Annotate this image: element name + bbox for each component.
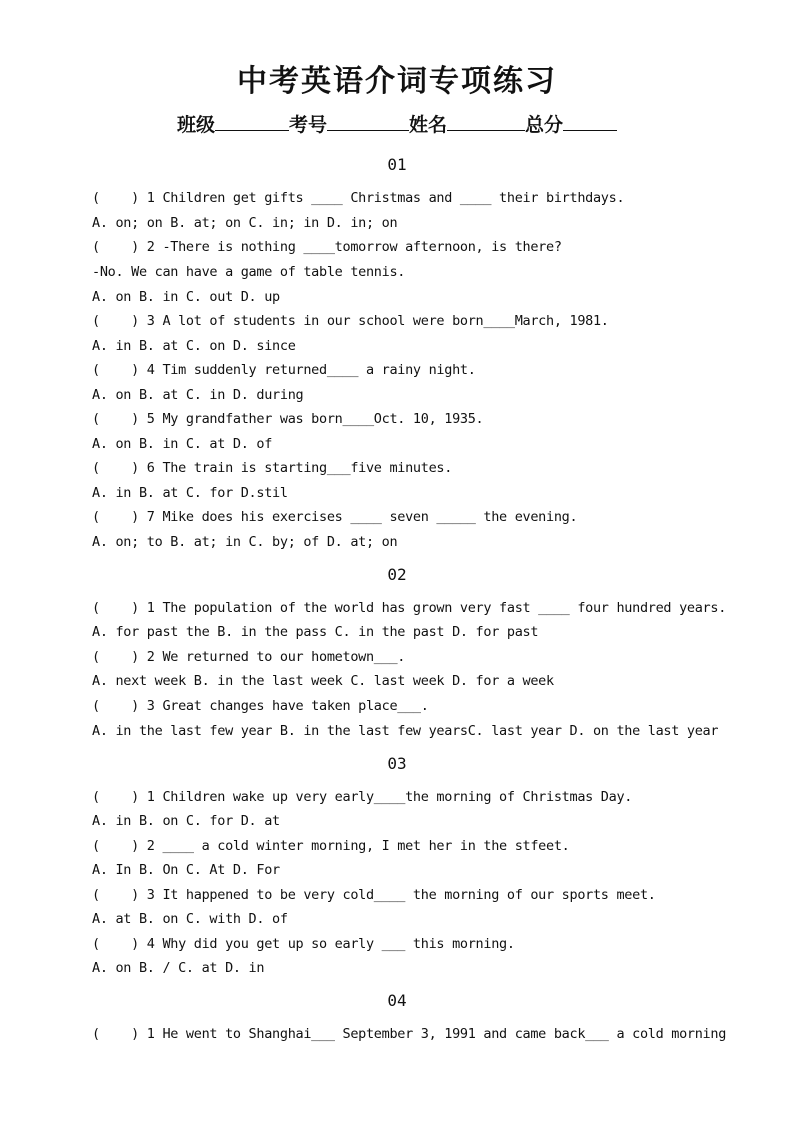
- options-line: A. In B. On C. At D. For: [92, 862, 280, 878]
- options-line: A. on B. in C. out D. up: [92, 289, 280, 305]
- question-line: ( ) 5 My grandfather was born____Oct. 10, 1935.: [92, 411, 484, 427]
- name-label: 姓名: [409, 114, 448, 136]
- exam-no-blank: [327, 110, 409, 131]
- options-line: A. next week B. in the last week C. last week D. for a week: [92, 673, 554, 689]
- question-line: ( ) 2 -There is nothing ____tomorrow afternoon, is there?: [92, 239, 562, 255]
- section-heading: 03: [387, 754, 407, 773]
- question-line: ( ) 3 Great changes have taken place___.: [92, 698, 429, 714]
- question-line: ( ) 1 Children wake up very early____the morning of Christmas Day.: [92, 789, 633, 805]
- question-line: ( ) 4 Why did you get up so early ___ this morning.: [92, 936, 515, 952]
- options-line: A. in the last few year B. in the last few yearsC. last year D. on the last year: [92, 723, 719, 739]
- section-heading: 01: [387, 155, 407, 174]
- question-line: ( ) 6 The train is starting___five minutes.: [92, 460, 453, 476]
- score-label: 总分: [525, 114, 564, 136]
- exam-no-label: 考号: [288, 114, 327, 136]
- options-line: A. in B. at C. on D. since: [92, 338, 296, 354]
- question-line: ( ) 3 It happened to be very cold____ the morning of our sports meet.: [92, 887, 656, 903]
- question-line: ( ) 2 We returned to our hometown___.: [92, 649, 406, 665]
- question-line: ( ) 7 Mike does his exercises ____ seven _____ the evening.: [92, 509, 578, 525]
- options-line: A. on; to B. at; in C. by; of D. at; on: [92, 534, 398, 550]
- question-line: ( ) 3 A lot of students in our school were born____March, 1981.: [92, 313, 609, 329]
- class-blank: [215, 110, 289, 131]
- question-line: ( ) 2 ____ a cold winter morning, I met her in the stfeet.: [92, 838, 570, 854]
- question-line: -No. We can have a game of table tennis.: [92, 264, 406, 280]
- options-line: A. on; on B. at; on C. in; in D. in; on: [92, 215, 398, 231]
- student-info-row: [0, 110, 794, 139]
- options-line: A. in B. on C. for D. at: [92, 813, 280, 829]
- page-title: 中考英语介词专项练习: [237, 64, 557, 99]
- options-line: A. in B. at C. for D.stil: [92, 485, 288, 501]
- class-label: 班级: [176, 114, 215, 136]
- options-line: A. for past the B. in the pass C. in the past D. for past: [92, 624, 539, 640]
- score-blank: [563, 110, 617, 131]
- question-line: ( ) 1 The population of the world has grown very fast ____ four hundred years.: [92, 600, 727, 616]
- options-line: A. at B. on C. with D. of: [92, 911, 288, 927]
- options-line: A. on B. / C. at D. in: [92, 960, 265, 976]
- name-blank: [447, 110, 525, 131]
- options-line: A. on B. in C. at D. of: [92, 436, 273, 452]
- question-line: ( ) 1 He went to Shanghai___ September 3, 1991 and came back___ a cold morning: [92, 1026, 727, 1042]
- section-heading: 04: [387, 991, 407, 1010]
- options-line: A. on B. at C. in D. during: [92, 387, 304, 403]
- section-heading: 02: [387, 565, 407, 584]
- question-line: ( ) 1 Children get gifts ____ Christmas and ____ their birthdays.: [92, 190, 625, 206]
- question-line: ( ) 4 Tim suddenly returned____ a rainy night.: [92, 362, 476, 378]
